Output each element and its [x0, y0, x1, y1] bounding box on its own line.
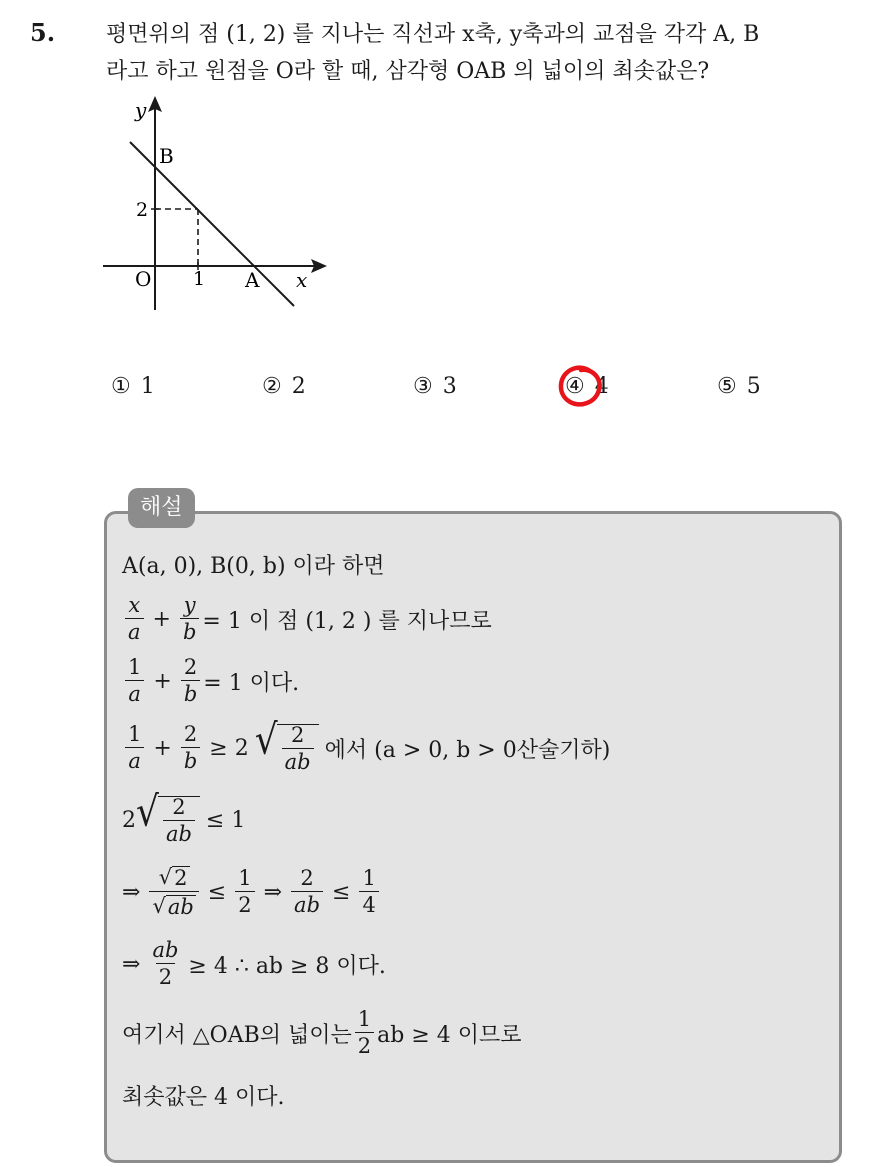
choice-2-value: 2: [291, 374, 306, 399]
solution-l1-text: A(a, 0), B(0, b) 이라 하면: [122, 553, 385, 579]
label-b: B: [159, 144, 174, 168]
frac-2-over-ab: $\frac{2}{ab}$: [291, 868, 323, 916]
label-o: O: [135, 267, 152, 291]
choice-5[interactable]: [717, 374, 761, 399]
frac-1-over-a: $\frac{1}{a}$: [125, 657, 144, 705]
choice-4-number: ④: [565, 374, 585, 399]
choice-3[interactable]: [413, 374, 457, 399]
solution-body: [122, 540, 822, 1124]
choice-2[interactable]: [262, 374, 306, 399]
choice-3-number: ③: [413, 374, 433, 399]
solution-line-9: [122, 1066, 822, 1124]
sqrt-2-over-ab-2: √ $\frac{2}{ab}$: [136, 796, 200, 845]
solution-line-7: ⇒ $\frac{ab}{2}$ ≥ 4 ∴ ab ≥ 8 이다.: [122, 938, 386, 989]
solution-line-2: $\frac{x}{a}$ + $\frac{y}{b}$ = 1 이 점 (1, 2 ) 를 지나므로: [122, 588, 822, 650]
choice-2-number: ②: [262, 374, 282, 399]
frac-1-over-2-area: $\frac{1}{2}$: [355, 1009, 374, 1057]
solution-line-1: [122, 540, 822, 588]
solution-tag: 해설: [128, 488, 195, 528]
question-number: 5.: [30, 18, 56, 47]
frac-2-over-b-2: $\frac{2}{b}$: [181, 724, 200, 772]
solution-l8-head: 여기서 △OAB의 넓이는: [122, 1022, 352, 1048]
choice-1[interactable]: [111, 374, 155, 399]
frac-x-over-a: $\frac{x}{a}$: [125, 595, 144, 643]
solution-l3-text: = 1 이다.: [203, 670, 300, 696]
solution-line-5: 2 √ $\frac{2}{ab}$ ≤ 1: [122, 788, 246, 846]
tick-label-x: 1: [193, 268, 206, 290]
sqrt-2-over-ab: √ $\frac{2}{ab}$: [255, 724, 319, 773]
x-axis-label: x: [296, 268, 308, 292]
coordinate-graph: [95, 90, 335, 320]
choice-5-value: 5: [746, 374, 761, 399]
choice-4-value: 4: [594, 374, 609, 399]
frac-1-over-4: $\frac{1}{4}$: [359, 868, 378, 916]
choice-5-number: ⑤: [717, 374, 737, 399]
frac-1-over-a-2: $\frac{1}{a}$: [125, 724, 144, 772]
solution-l4-text: 에서 (a > 0, b > 0산술기하): [324, 737, 611, 763]
frac-y-over-b: $\frac{y}{b}$: [180, 595, 199, 643]
question-line-2: 라고 하고 원점을 O라 할 때, 삼각형 OAB 의 넓이의 최솟값은?: [106, 59, 710, 84]
choice-1-value: 1: [140, 374, 155, 399]
frac-root2-over-rootab: √ 2 √ ab: [149, 866, 198, 918]
answer-choices: [0, 374, 884, 414]
solution-l8-tail: ab ≥ 4 이므로: [377, 1022, 522, 1048]
solution-line-6: ⇒ √ 2 √ ab ≤ $\frac{1}{2}$ ⇒ $\frac{2}{ab}$ ≤ $\frac{1}{4}$: [122, 856, 822, 928]
choice-4[interactable]: [565, 374, 609, 399]
frac-2-over-b: $\frac{2}{b}$: [181, 657, 200, 705]
solution-line-4: $\frac{1}{a}$ + $\frac{2}{b}$ ≥ 2 √ $\frac{2}{ab}$ 에서 (a > 0, b > 0산술기하): [122, 712, 822, 784]
question-text: [106, 16, 876, 90]
solution-l2-text: = 1 이 점 (1, 2 ) 를 지나므로: [202, 608, 492, 634]
choice-1-number: ①: [111, 374, 131, 399]
solution-l5-text: ≤ 1: [205, 807, 246, 833]
solution-line-3: $\frac{1}{a}$ + $\frac{2}{b}$ = 1 이다.: [122, 650, 822, 712]
solution-l7-text: ≥ 4 ∴ ab ≥ 8 이다.: [188, 953, 386, 979]
choice-3-value: 3: [442, 374, 457, 399]
y-axis-label: y: [135, 98, 147, 122]
solution-l9-text: 최솟값은 4 이다.: [122, 1084, 285, 1110]
label-a: A: [245, 268, 260, 292]
question-line-1: 평면위의 점 (1, 2) 를 지나는 직선과 x축, y축과의 교점을 각각 A, B: [106, 22, 760, 47]
solution-line-8: [122, 1000, 822, 1066]
frac-1-over-2: $\frac{1}{2}$: [235, 868, 254, 916]
frac-ab-over-2: $\frac{ab}{2}$: [152, 938, 179, 989]
tick-label-y: 2: [136, 199, 149, 221]
